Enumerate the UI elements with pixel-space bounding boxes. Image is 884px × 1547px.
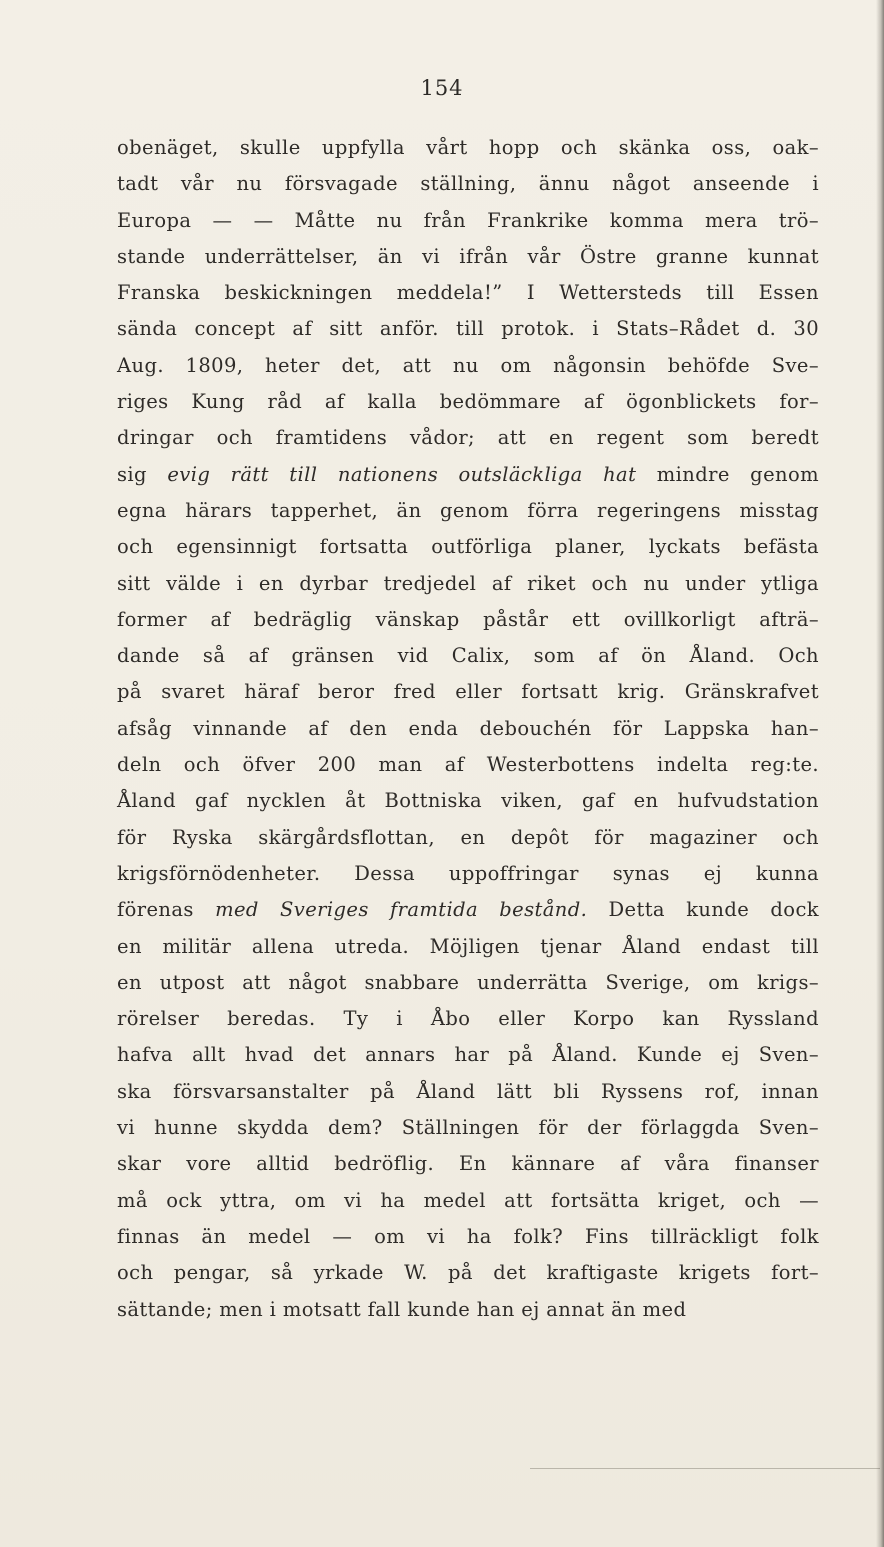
text-line [117,1110,819,1146]
text-line [117,1074,819,1110]
text-segment: stande underrättelser, än vi ifrån vår Östre granne kunnat [117,244,819,268]
text-segment: må ock yttra, om vi ha medel att fortsätta kriget, och — [117,1188,819,1212]
text-segment: afsåg vinnande af den enda debouchén för Lappska han– [117,716,819,740]
text-segment: och egensinnigt fortsatta outförliga planer, lyckats befästa [117,535,819,559]
text-segment: vi hunne skydda dem? Ställningen för der förlaggda Sven– [117,1116,819,1140]
text-segment: mindre genom [636,462,819,486]
text-segment: skar vore alltid bedröflig. En kännare af våra finanser [117,1152,819,1176]
italic-phrase: med Sveriges framtida bestånd. [215,898,588,922]
text-segment: Franska beskickningen meddela!” I Wettersteds till Essen [117,281,819,305]
page-number: 154 [420,76,464,100]
text-line [117,275,819,311]
text-line [117,566,819,602]
text-segment: dande så af gränsen vid Calix, som af ön Åland. Och [117,644,819,668]
text-line [117,239,819,275]
text-segment: egna härars tapperhet, än genom förra regeringens misstag [117,498,819,522]
text-segment: på svaret häraf beror fred eller fortsatt krig. Gränskrafvet [117,680,819,704]
text-line [117,892,819,928]
text-segment: sig [117,462,168,486]
text-segment: dringar och framtidens vådor; att en regent som beredt [117,426,819,450]
text-segment: riges Kung råd af kalla bedömmare af ögonblickets for– [117,390,819,414]
text-line [117,1037,819,1073]
page-edge-mark [530,1468,880,1469]
text-segment: krigsförnödenheter. Dessa uppoffringar synas ej kunna [117,861,819,885]
text-line [117,638,819,674]
text-line [117,783,819,819]
text-line [117,457,819,493]
text-line [117,384,819,420]
text-line [117,965,819,1001]
body-text [117,130,819,1328]
text-line [117,420,819,456]
text-segment: Aug. 1809, heter det, att nu om någonsin behöfde Sve– [117,353,819,377]
text-segment: förenas [117,898,216,922]
text-line [117,820,819,856]
text-line [117,348,819,384]
text-line [117,493,819,529]
text-segment: hafva allt hvad det annars har på Åland. Kunde ej Sven– [117,1043,819,1067]
text-line [117,856,819,892]
text-segment: finnas än medel — om vi ha folk? Fins tillräckligt folk [117,1224,819,1248]
text-line [117,1255,819,1291]
text-line [117,747,819,783]
text-line [117,1183,819,1219]
text-segment: sättande; men i motsatt fall kunde han ej annat än med [117,1297,687,1321]
page-binding-shadow [876,0,884,1547]
text-segment: sitt välde i en dyrbar tredjedel af riket och nu under ytliga [117,571,819,595]
text-segment: Detta kunde dock [587,898,819,922]
text-segment: tadt vår nu försvagade ställning, ännu något anseende i [117,172,819,196]
text-line [117,1292,819,1328]
text-segment: sända concept af sitt anför. till protok. i Stats–Rådet d. 30 [117,317,819,341]
text-line [117,711,819,747]
text-segment: Åland gaf nycklen åt Bottniska viken, gaf en hufvudstation [117,789,819,813]
text-line [117,311,819,347]
text-line [117,166,819,202]
text-segment: rörelser beredas. Ty i Åbo eller Korpo kan Ryssland [117,1007,819,1031]
text-line [117,674,819,710]
text-line [117,203,819,239]
text-line [117,529,819,565]
text-segment: ska försvarsanstalter på Åland lätt bli Ryssens rof, innan [117,1079,819,1103]
text-segment: Europa — — Måtte nu från Frankrike komma mera trö– [117,208,819,232]
text-segment: former af bedräglig vänskap påstår ett ovillkorligt afträ– [117,607,819,631]
text-line [117,929,819,965]
text-line [117,1219,819,1255]
text-line [117,130,819,166]
text-segment: en utpost att något snabbare underrätta Sverige, om krigs– [117,970,819,994]
text-segment: och pengar, så yrkade W. på det kraftigaste krigets fort– [117,1261,819,1285]
text-segment: obenäget, skulle uppfylla vårt hopp och skänka oss, oak– [117,136,819,159]
text-segment: deln och öfver 200 man af Westerbottens indelta reg:te. [117,753,819,777]
text-line [117,602,819,638]
text-segment: en militär allena utreda. Möjligen tjenar Åland endast till [117,934,819,958]
text-line [117,1146,819,1182]
italic-phrase: evig rätt till nationens outsläckliga hat [167,462,637,486]
text-line [117,1001,819,1037]
text-segment: för Ryska skärgårdsflottan, en depôt för magaziner och [117,825,819,849]
